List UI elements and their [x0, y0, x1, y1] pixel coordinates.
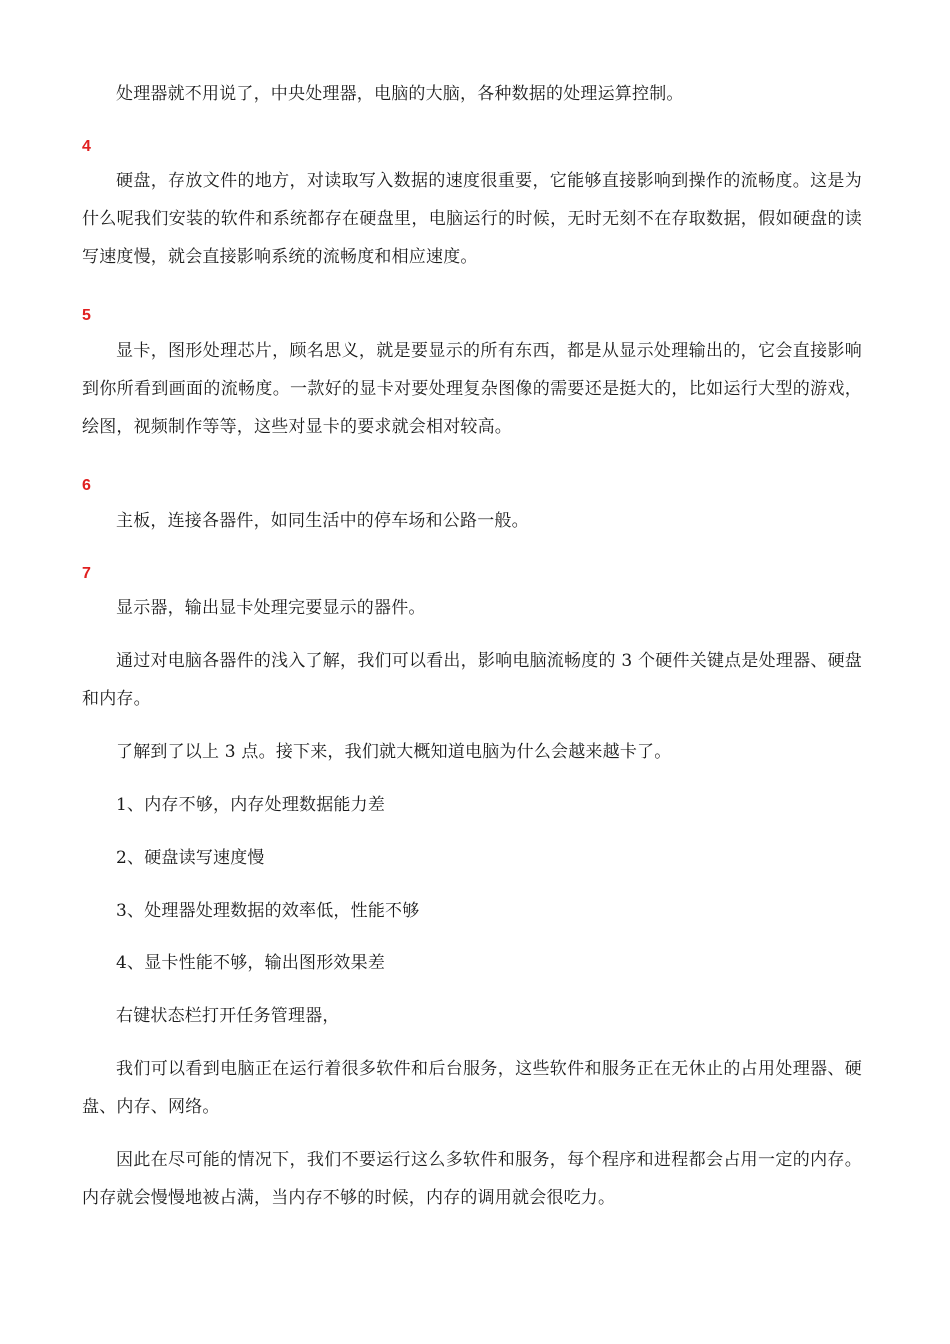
- section-number-5: 5: [82, 307, 91, 324]
- section-number-4: 4: [82, 138, 91, 155]
- section-number-6: 6: [82, 477, 91, 494]
- paragraph-summary: 通过对电脑各器件的浅入了解，我们可以看出，影响电脑流畅度的 3 个硬件关键点是处理器、硬盘和内存。: [82, 651, 862, 709]
- section-number-7: 7: [82, 565, 91, 582]
- list-item-gpu: 4、显卡性能不够，输出图形效果差: [116, 953, 386, 973]
- list-item-memory: 1、内存不够，内存处理数据能力差: [116, 795, 386, 815]
- paragraph-intro-reasons: 了解到了以上 3 点。接下来，我们就大概知道电脑为什么会越来越卡了。: [116, 742, 672, 762]
- paragraph-cpu: 处理器就不用说了，中央处理器，电脑的大脑，各种数据的处理运算控制。: [116, 84, 684, 104]
- paragraph-motherboard: 主板，连接各器件，如同生活中的停车场和公路一般。: [116, 511, 529, 531]
- paragraph-task-manager: 右键状态栏打开任务管理器，: [116, 1006, 340, 1026]
- list-item-disk: 2、硬盘读写速度慢: [116, 848, 265, 868]
- paragraph-hard-disk: 硬盘，存放文件的地方，对读取写入数据的速度很重要，它能够直接影响到操作的流畅度。这是为什么呢我们安装的软件和系统都存在硬盘里，电脑运行的时候，无时无刻不在存取数据，假如硬盘的读写速度慢，就会直接影响系统的流畅度和相应速度。: [82, 171, 862, 267]
- paragraph-graphics-card: 显卡，图形处理芯片，顾名思义，就是要显示的所有东西，都是从显示处理输出的，它会直接影响到你所看到画面的流畅度。一款好的显卡对要处理复杂图像的需要还是挺大的，比如运行大型的游戏，绘图，视频制作等等，这些对显卡的要求就会相对较高。: [82, 341, 862, 437]
- paragraph-memory-usage: 因此在尽可能的情况下，我们不要运行这么多软件和服务，每个程序和进程都会占用一定的内存。内存就会慢慢地被占满，当内存不够的时候，内存的调用就会很吃力。: [82, 1150, 862, 1208]
- list-item-cpu: 3、处理器处理数据的效率低，性能不够: [116, 901, 420, 921]
- paragraph-background-services: 我们可以看到电脑正在运行着很多软件和后台服务，这些软件和服务正在无休止的占用处理器、硬盘、内存、网络。: [82, 1059, 862, 1117]
- paragraph-monitor: 显示器，输出显卡处理完要显示的器件。: [116, 598, 426, 618]
